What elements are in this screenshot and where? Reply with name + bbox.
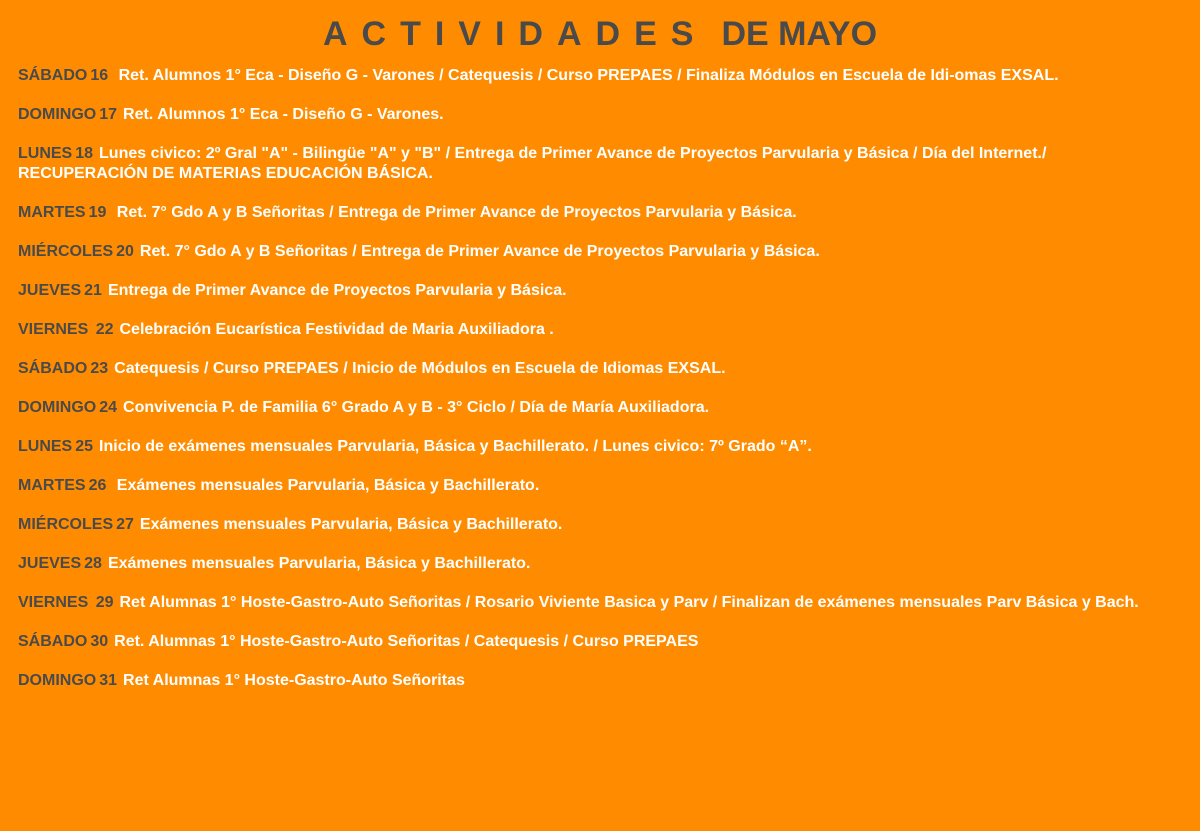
entry-day: DOMINGO [18, 399, 97, 416]
entry-date: 22 [91, 321, 114, 338]
entry-date: 27 [116, 516, 134, 533]
activity-entry [18, 320, 1180, 340]
entry-date: 28 [84, 555, 102, 572]
entry-date: 31 [99, 672, 118, 689]
entry-text: Exámenes mensuales Parvularia, Básica y Bachillerato. [107, 555, 531, 572]
entry-text: Ret Alumnas 1° Hoste-Gastro-Auto Señoritas / Rosario Viviente Basica y Parv / Finalizan de exámenes mensuales Parv Básica y Bach. [119, 594, 1139, 611]
entry-date: 24 [99, 399, 118, 416]
entry-day: JUEVES [18, 555, 82, 572]
entry-day: LUNES [18, 438, 73, 455]
entry-date: 29 [91, 594, 114, 611]
activities-list [18, 66, 1182, 691]
entry-text: Ret. Alumnos 1° Eca - Diseño G - Varones. [123, 106, 444, 123]
activity-entry [18, 515, 1180, 535]
entry-text: Ret. 7° Gdo A y B Señoritas / Entrega de Primer Avance de Proyectos Parvularia y Básica. [139, 243, 820, 260]
activity-entry [18, 242, 1180, 262]
entry-text: Lunes civico: 2º Gral "A" - Bilingüe "A" y "B" / Entrega de Primer Avance de Proyectos Parvularia y Básica / Día del Internet./ RECUPERACIÓN DE MATERIAS EDUCACIÓN BÁSICA. [18, 145, 1047, 182]
entry-text: Entrega de Primer Avance de Proyectos Parvularia y Básica. [107, 282, 567, 299]
activity-entry [18, 281, 1180, 301]
entry-text: Inicio de exámenes mensuales Parvularia, Básica y Bachillerato. / Lunes civico: 7º Grado “A”. [99, 438, 812, 455]
activity-entry [18, 398, 1180, 418]
entry-date: 25 [75, 438, 94, 455]
activity-entry [18, 437, 1180, 457]
activity-entry [18, 554, 1180, 574]
entry-text: Ret. Alumnos 1° Eca - Diseño G - Varones / Catequesis / Curso PREPAES / Finaliza Módulos en Escuela de Idi-omas EXSAL. [114, 67, 1059, 84]
activity-entry [18, 632, 1180, 652]
entry-day: DOMINGO [18, 106, 97, 123]
entry-date: 26 [88, 477, 107, 494]
activity-entry [18, 476, 1180, 496]
activity-entry [18, 593, 1180, 613]
activity-entry [18, 359, 1180, 379]
entry-date: 19 [88, 204, 107, 221]
page-title [18, 0, 1182, 60]
entry-day: MARTES [18, 477, 86, 494]
entry-text: Celebración Eucarística Festividad de Maria Auxiliadora . [119, 321, 554, 338]
activity-entry [18, 203, 1180, 223]
activity-entry [18, 144, 1180, 184]
entry-date: 18 [75, 145, 94, 162]
entry-day: VIERNES [18, 594, 89, 611]
entry-text: Exámenes mensuales Parvularia, Básica y Bachillerato. [139, 516, 563, 533]
entry-day: SÁBADO [18, 67, 88, 84]
entry-day: LUNES [18, 145, 73, 162]
entry-day: JUEVES [18, 282, 82, 299]
title-month: DE MAYO [721, 15, 878, 53]
entry-day: SÁBADO [18, 633, 88, 650]
activity-entry [18, 105, 1180, 125]
entry-date: 23 [90, 360, 109, 377]
entry-day: SÁBADO [18, 360, 88, 377]
entry-day: MIÉRCOLES [18, 516, 114, 533]
entry-date: 21 [84, 282, 102, 299]
entry-text: Catequesis / Curso PREPAES / Inicio de Módulos en Escuela de Idiomas EXSAL. [114, 360, 726, 377]
entry-text: Exámenes mensuales Parvularia, Básica y Bachillerato. [112, 477, 540, 494]
entry-text: Ret Alumnas 1° Hoste-Gastro-Auto Señoritas [123, 672, 465, 689]
entry-date: 16 [90, 67, 109, 84]
entry-date: 20 [116, 243, 134, 260]
entry-day: VIERNES [18, 321, 89, 338]
entry-day: MARTES [18, 204, 86, 221]
entry-day: MIÉRCOLES [18, 243, 114, 260]
entry-text: Ret. Alumnas 1° Hoste-Gastro-Auto Señoritas / Catequesis / Curso PREPAES [114, 633, 699, 650]
entry-text: Convivencia P. de Familia 6° Grado A y B - 3° Ciclo / Día de María Auxiliadora. [123, 399, 710, 416]
entry-date: 30 [90, 633, 109, 650]
entry-date: 17 [99, 106, 118, 123]
entry-day: DOMINGO [18, 672, 97, 689]
entry-text: Ret. 7° Gdo A y B Señoritas / Entrega de Primer Avance de Proyectos Parvularia y Básica. [112, 204, 797, 221]
title-spaced-word: ACTIVIDADES [322, 15, 708, 53]
activity-entry [18, 66, 1180, 86]
activity-entry [18, 671, 1180, 691]
